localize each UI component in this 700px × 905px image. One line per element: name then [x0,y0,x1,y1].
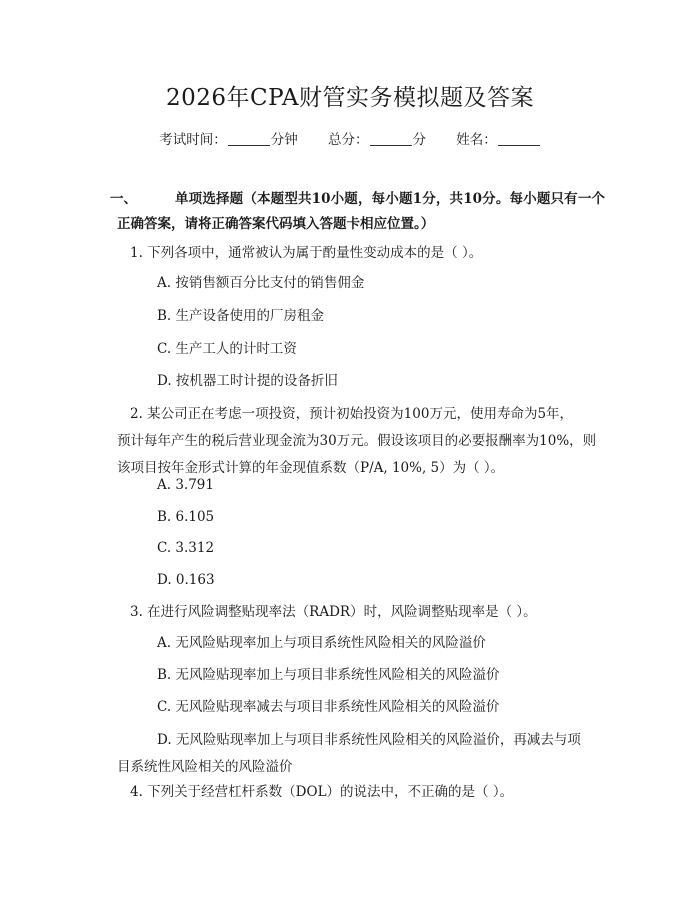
question-1-option-a: A. 按销售额百分比支付的销售佣金 [157,275,365,291]
question-1-option-c: C. 生产工人的计时工资 [157,341,297,357]
exam-time-unit: 分钟 [270,132,298,148]
question-3-option-b: B. 无风险贴现率加上与项目非系统性风险相关的风险溢价 [157,667,500,683]
student-name-field [456,130,541,150]
total-score-field [328,130,426,150]
total-score-unit: 分 [412,132,426,148]
exam-meta-line [0,130,700,150]
question-1-option-d: D. 按机器工时计提的设备折旧 [157,373,338,389]
question-2-option-d: D. 0.163 [157,572,215,588]
question-1-option-b: B. 生产设备使用的厂房租金 [157,308,325,324]
total-score-label: 总分： [328,132,369,148]
exam-time-field [159,130,298,150]
question-3-option-d: D. 无风险贴现率加上与项目非系统性风险相关的风险溢价，再减去与项 目系统性风险相关的风险溢价 [117,732,581,775]
student-name-label: 姓名： [456,132,497,148]
total-score-blank [370,131,412,146]
student-name-blank [498,131,540,146]
section-heading-text: 单项选择题（本题型共10小题，每小题1分，共10分。每小题只有一个正确答案，请将正确答案代码填入答题卡相应位置。） [117,191,605,232]
question-1-stem: 1. 下列各项中，通常被认为属于酌量性变动成本的是（ ）。 [130,245,483,261]
exam-time-label: 考试时间： [159,132,227,148]
question-3-option-c: C. 无风险贴现率减去与项目非系统性风险相关的风险溢价 [157,699,500,715]
document-title: 2026年CPA财管实务模拟题及答案 [165,85,535,111]
section-number: 一、 [110,191,137,207]
question-4-stem: 4. 下列关于经营杠杆系数（DOL）的说法中，不正确的是（ ）。 [130,784,514,800]
question-2-option-a: A. 3.791 [157,477,214,493]
question-2-stem: 2. 某公司正在考虑一项投资，预计初始投资为100万元，使用寿命为5年， 预计每年产生的税后营业现金流为30万元。假设该项目的必要报酬率为10%，则 该项目按年金形式计算的年金现值系数（P/A, 10%, 5）为（ ）。 [117,406,597,476]
section-heading [110,187,605,237]
exam-time-blank [228,131,270,146]
question-3-option-a: A. 无风险贴现率加上与项目系统性风险相关的风险溢价 [157,635,486,651]
question-2-option-c: C. 3.312 [157,540,215,556]
question-3-stem: 3. 在进行风险调整贴现率法（RADR）时，风险调整贴现率是（ ）。 [130,604,537,620]
question-2-option-b: B. 6.105 [157,509,215,525]
